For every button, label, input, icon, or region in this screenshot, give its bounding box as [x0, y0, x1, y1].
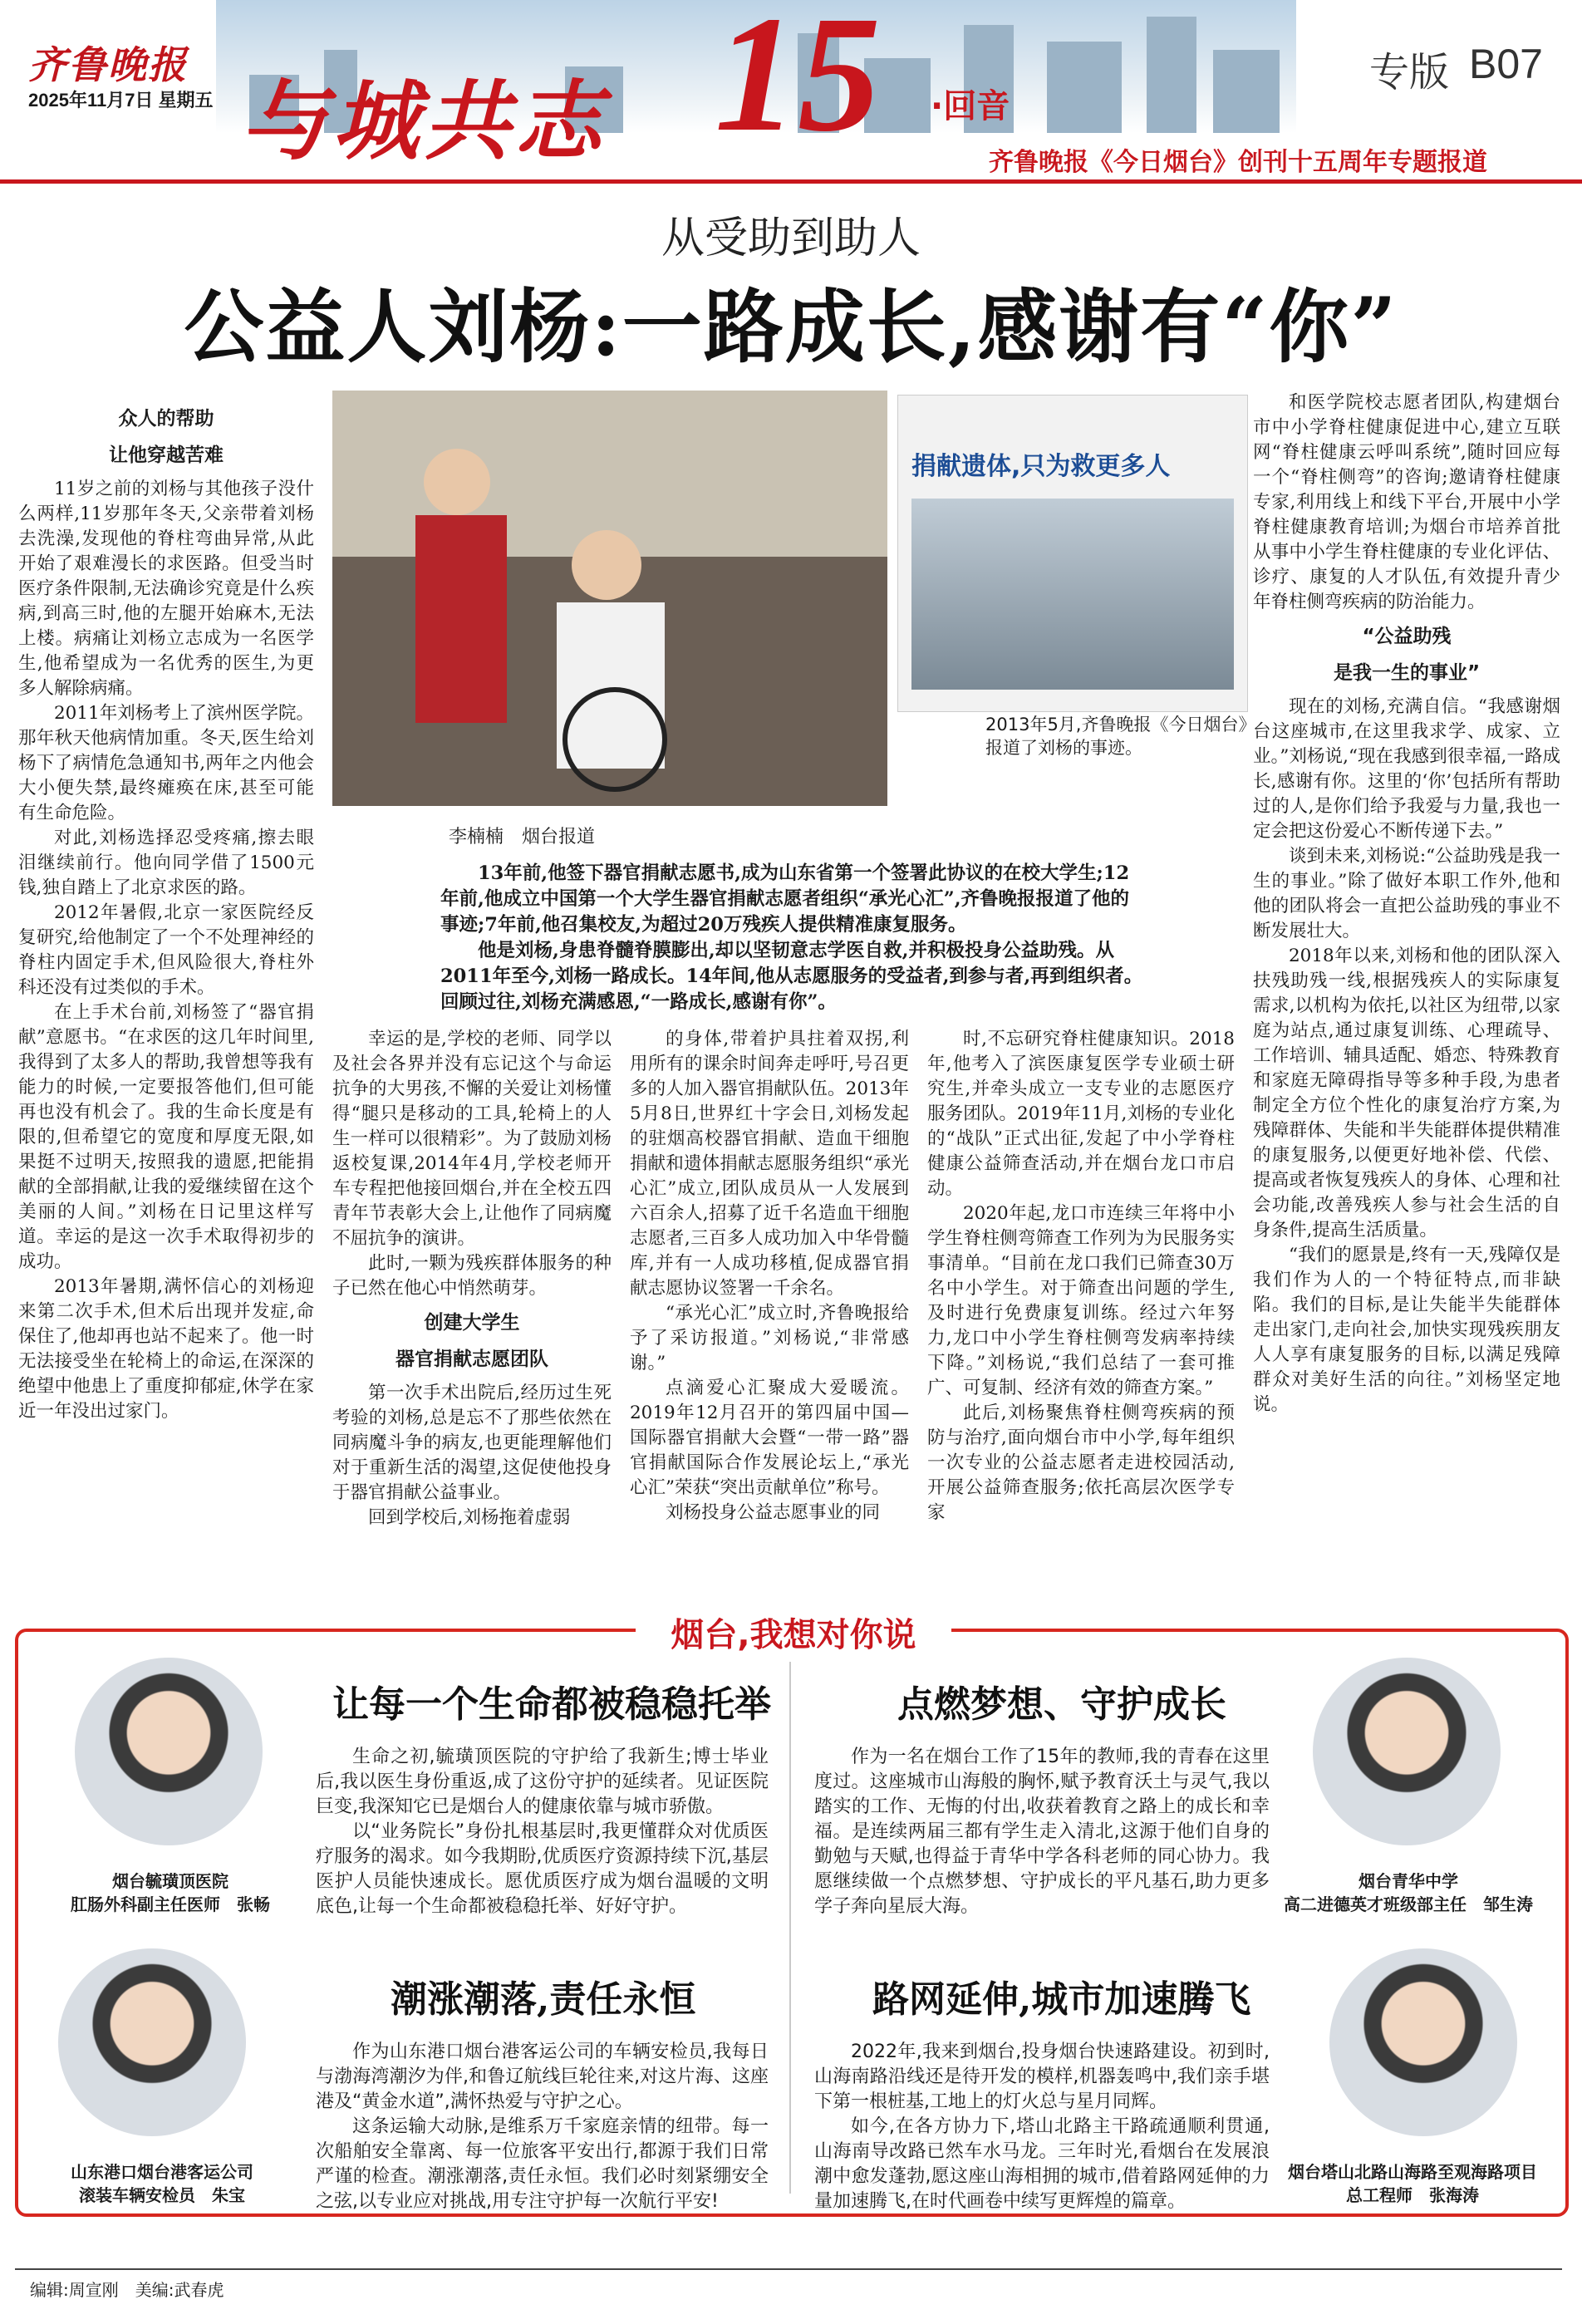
- voice-text: [814, 1745, 1270, 1919]
- paragraph: 和医学院校志愿者团队,构建烟台市中小学脊柱健康促进中心,建立互联网“脊柱健康云呼叫系统”,随时回应每一个“脊柱侧弯”的咨询;邀请脊柱健康专家,利用线上和线下平台,开展中小学脊柱健康教育培训;为烟台市培养首批从事中小学生脊柱健康的专业化评估、诊疗、康复的人才队伍,有效提升青少年脊柱侧弯疾病的防治能力。: [1253, 392, 1560, 612]
- avatar-caption: [1263, 1870, 1554, 1916]
- headline: 公益人刘杨:一路成长,感谢有“你”: [184, 280, 1398, 374]
- paragraph: 如今,在各方协力下,塔山北路主干路疏通顺利贯通,山海南导改路已然车水马龙。三年时光,看烟台在发展浪潮中愈发蓬勃,愿这座山海相拥的城市,借着路网延伸的力量加速腾飞,在时代画卷中续写更辉煌的篇章。: [814, 2116, 1270, 2212]
- article-column-3: [630, 1027, 909, 1526]
- paragraph: 现在的刘杨,充满自信。“我感谢烟台这座城市,在这里我求学、成家、立业。”刘杨说,“现在我感到很幸福,一路成长,感谢有你。这里的‘你’包括所有帮助过的人,是你们给予我爱与力量,我也一定会把这份爱心不断传递下去。”: [1253, 696, 1560, 842]
- kicker: 从受助到助人: [661, 214, 921, 263]
- paragraph: 的身体,带着护具拄着双拐,利用所有的课余时间奔走呼吁,号召更多的人加入器官捐献队伍。2013年5月8日,世界红十字会日,刘杨发起的驻烟高校器官捐献、造血干细胞捐献和遗体捐献志愿服务组织“承光心汇”成立,团队成员从一人发展到六百余人,招募了近千名造血干细胞志愿者,三百多人成功加入中华骨髓库,并有一人成功移植,促成器官捐献志愿协议签署一千余名。: [630, 1029, 909, 1299]
- voice-text: [814, 2040, 1270, 2214]
- caption-title: 滚装车辆安检员 朱宝: [79, 2185, 245, 2205]
- subhead: 让他穿越苦难: [109, 445, 224, 466]
- subhead: 创建大学生: [424, 1312, 520, 1334]
- subhead: 器官捐献志愿团队: [396, 1349, 548, 1370]
- avatar: [1313, 1658, 1501, 1845]
- footer-divider: [15, 2268, 1562, 2270]
- voice-heading: 路网延伸,城市加速腾飞: [872, 1978, 1251, 2021]
- masthead: [0, 0, 1582, 177]
- clipping-photo: [911, 499, 1234, 690]
- article-column-2: [332, 1027, 612, 1530]
- paragraph: 11岁之前的刘杨与其他孩子没什么两样,11岁那年冬天,父亲带着刘杨去洗澡,发现他的脊柱弯曲异常,从此开始了艰难漫长的求医路。但受当时医疗条件限制,无法确诊究竟是什么疾病,到高三时,他的左腿开始麻木,无法上楼。病痛让刘杨立志成为一名医学生,他希望成为一名优秀的医生,为更多人解除病痛。: [18, 479, 314, 699]
- paper-logo: 齐鲁晚报: [28, 42, 188, 87]
- avatar: [1329, 1948, 1517, 2136]
- paragraph: 对此,刘杨选择忍受疼痛,擦去眼泪继续前行。他向同学借了1500元钱,独自踏上了北京求医的路。: [18, 828, 314, 898]
- divider: [789, 1662, 791, 2194]
- paragraph: 2022年,我来到烟台,投身烟台快速路建设。初到时,山海南路沿线还是待开发的模样,机器轰鸣中,我们亲手堪下第一根桩基,工地上的灯火总与星月同辉。: [814, 2041, 1270, 2112]
- byline: 李楠楠 烟台报道: [449, 827, 596, 848]
- avatar-caption: [33, 1870, 307, 1916]
- subhead: 众人的帮助: [118, 408, 214, 430]
- paragraph: 这条运输大动脉,是维系万千家庭亲情的纽带。每一次船舶安全靠离、每一位旅客平安出行,都源于我们日常严谨的检查。潮涨潮落,责任永恒。我们必时刻紧绷安全之弦,以专业应对挑战,用专注守护每一次航行平安!: [316, 2116, 769, 2212]
- issue-date: 2025年11月7日 星期五: [28, 90, 214, 111]
- voice-text: [316, 1745, 769, 1919]
- paragraph: 此时,一颗为残疾群体服务的种子已然在他心中悄然萌芽。: [332, 1253, 612, 1299]
- avatar: [58, 1948, 246, 2136]
- photo-caption: 2013年5月,齐鲁晚报《今日烟台》报道了刘杨的事迹。: [985, 715, 1256, 758]
- caption-org: 山东港口烟台港客运公司: [71, 2162, 253, 2182]
- article-column-5: [1253, 391, 1560, 1417]
- voice-heading: 让每一个生命都被稳稳托举: [332, 1683, 771, 1726]
- paragraph: 谈到未来,刘杨说:“公益助残是我一生的事业。”除了做好本职工作外,他和他的团队将会一直把公益助残的事业不断发展壮大。: [1253, 846, 1560, 941]
- paragraph: 作为一名在烟台工作了15年的教师,我的青春在这里度过。这座城市山海般的胸怀,赋予教育沃土与灵气,我以踏实的工作、无悔的付出,收获着教育之路上的成长和幸福。是连续两届三都有学生走入清北,这源于他们自身的勤勉与天赋,也得益于青华中学各科老师的同心协力。我愿继续做一个点燃梦想、守护成长的平凡基石,助力更多学子奔向星辰大海。: [814, 1747, 1270, 1917]
- avatar-caption: [33, 2160, 291, 2207]
- paragraph: 生命之初,毓璜顶医院的守护给了我新生;博士毕业后,我以医生身份重返,成了这份守护的延续者。见证医院巨变,我深知它已是烟台人的健康依靠与城市骄傲。: [316, 1747, 769, 1817]
- subhead: 是我一生的事业”: [1333, 662, 1481, 684]
- voice-heading: 潮涨潮落,责任永恒: [391, 1978, 696, 2021]
- paragraph: 2018年以来,刘杨和他的团队深入扶残助残一线,根据残疾人的实际康复需求,以机构为依托,以社区为纽带,以家庭为站点,通过康复训练、心理疏导、工作培训、辅具适配、婚恋、特殊教育和家庭无障碍指导等多种手段,为患者制定全方位个性化的康复治疗方案,为残障群体、失能和半失能群体提供精准的康复服务,以便更好地补偿、代偿、提高或者恢复残疾人的身体、心理和社会功能,改善残疾人参与社会生活的自身条件,提高生活质量。: [1253, 946, 1560, 1241]
- subhead: “公益助残: [1362, 626, 1452, 647]
- caption-org: 烟台毓璜顶医院: [112, 1871, 228, 1891]
- anniversary-number: 15: [715, 0, 881, 166]
- caption-org: 烟台塔山北路山海路至观海路项目: [1288, 2162, 1537, 2182]
- caption-title: 总工程师 张海涛: [1346, 2185, 1479, 2205]
- caption-org: 烟台青华中学: [1358, 1871, 1458, 1891]
- paragraph: 幸运的是,学校的老师、同学以及社会各界并没有忘记这个与命运抗争的大男孩,不懈的关爱让刘杨懂得“腿只是移动的工具,轮椅上的人生一样可以很精彩”。为了鼓励刘杨返校复课,2014年4月,学校老师开车专程把他接回烟台,并在全校五四青年节表彰大会上,让他作了同病魔不屈抗争的演讲。: [332, 1029, 612, 1249]
- lead-paragraph: [440, 861, 1143, 1015]
- paragraph: 点滴爱心汇聚成大爱暖流。2019年12月召开的第四届中国—国际器官捐献大会暨“一带一路”器官捐献国际合作发展论坛上,“承光心汇”荣获“突出贡献单位”称号。: [630, 1378, 909, 1498]
- voice-heading: 点燃梦想、守护成长: [897, 1683, 1226, 1726]
- clipping-headline: 捐献遗体,只为救更多人: [911, 452, 1171, 481]
- voice-text: [316, 2040, 769, 2214]
- paragraph: 2012年暑假,北京一家医院经反复研究,给他制定了一个不处理神经的脊柱内固定手术,但风险很大,脊柱外科还没有过类似的手术。: [18, 902, 314, 998]
- paragraph: 2020年起,龙口市连续三年将中小学生脊柱侧弯筛查工作列为为民服务实事清单。“目前在龙口我们已筛查30万名中小学生。对于筛查出问题的学生,及时进行免费康复训练。经过六年努力,龙口中小学生脊柱侧弯发病率持续下降。”刘杨说,“我们总结了一套可推广、可复制、经济有效的筛查方案。”: [927, 1203, 1235, 1398]
- paragraph: 刘杨投身公益志愿事业的同: [666, 1502, 881, 1523]
- voices-title: 烟台,我想对你说: [636, 1609, 951, 1650]
- caption-title: 肛肠外科副主任医师 张畅: [71, 1894, 270, 1914]
- avatar-caption: [1271, 2160, 1554, 2207]
- page-number: B07: [1469, 41, 1543, 87]
- edition-label: 专版: [1369, 49, 1450, 96]
- paragraph: “承光心汇”成立时,齐鲁晚报给予了采访报道。”刘杨说,“非常感谢。”: [630, 1303, 909, 1373]
- paragraph: 时,不忘研究脊柱健康知识。2018年,他考入了滨医康复医学专业硕士研究生,并牵头成立一支专业的志愿医疗服务团队。2019年11月,刘杨的专业化的“战队”正式出征,发起了中小学脊柱健康公益筛查活动,并在烟台龙口市启动。: [927, 1029, 1235, 1199]
- avatar: [75, 1658, 263, 1845]
- column-name: ·回音: [931, 87, 1010, 125]
- caption-title: 高二进德英才班级部主任 邹生涛: [1284, 1894, 1533, 1914]
- paragraph: 2013年暑期,满怀信心的刘杨迎来第二次手术,但术后出现并发症,命保住了,他却再也站不起来了。他一时无法接受坐在轮椅上的命运,在深深的绝望中他患上了重度抑郁症,休学在家近一年没出过家门。: [18, 1276, 314, 1422]
- article-column-1: [18, 397, 314, 1424]
- slogan: 与城共志: [241, 70, 607, 172]
- article-column-4: [927, 1027, 1235, 1526]
- paragraph: 回到学校后,刘杨拖着虚弱: [368, 1507, 571, 1528]
- paragraph: 以“业务院长”身份扎根基层时,我更懂群众对优质医疗服务的渴求。如今我期盼,优质医疗资源持续下沉,基层医护人员能快速成长。愿优质医疗成为烟台温暖的文明底色,让每一个生命都被稳稳托举、好好守护。: [316, 1821, 769, 1917]
- paragraph: 13年前,他签下器官捐献志愿书,成为山东省第一个签署此协议的在校大学生;12年前,他成立中国第一个大学生器官捐献志愿者组织“承光心汇”,齐鲁晚报报道了他的事迹;7年前,他召集校友,为超过20万残疾人提供精准康复服务。: [440, 862, 1130, 936]
- newspaper-clipping-image: [897, 395, 1248, 712]
- paragraph: 此后,刘杨聚焦脊柱侧弯疾病的预防与治疗,面向烟台市中小学,每年组织一次专业的公益志愿者走进校园活动,开展公益筛查服务;依托高层次医学专家: [927, 1403, 1235, 1523]
- paragraph: “我们的愿景是,终有一天,残障仅是我们作为人的一个特征特点,而非缺陷。我们的目标,是让失能半失能群体走出家门,走向社会,加快实现残疾朋友人人享有康复服务的目标,以满足残障群众对美好生活的向往。”刘杨坚定地说。: [1253, 1245, 1560, 1415]
- series-title: 齐鲁晚报《今日烟台》创刊十五周年专题报道: [989, 148, 1487, 177]
- header-divider: [0, 179, 1582, 184]
- paragraph: 在上手术台前,刘杨签了“器官捐献”意愿书。“在求医的这几年时间里,我得到了太多人的帮助,我曾想等我有能力的时候,一定要报答他们,但可能再也没有机会了。我的生命长度是有限的,但希望它的宽度和厚度无限,如果挺不过明天,按照我的遗愿,把能捐献的全部捐献,让我的爱继续留在这个美丽的人间。”刘杨在日记里这样写道。幸运的是这一次手术取得初步的成功。: [18, 1002, 314, 1272]
- photo-liu-yang: [332, 391, 887, 806]
- paragraph: 第一次手术出院后,经历过生死考验的刘杨,总是忘不了那些依然在同病魔斗争的病友,也更能理解他们对于重新生活的渴望,这促使他投身于器官捐献公益事业。: [332, 1383, 612, 1503]
- paragraph: 他是刘杨,身患脊髓脊膜膨出,却以坚韧意志学医自救,并积极投身公益助残。从2011年至今,刘杨一路成长。14年间,他从志愿服务的受益者,到参与者,再到组织者。回顾过往,刘杨充满感恩,“一路成长,感谢有你”。: [440, 940, 1143, 1013]
- paragraph: 作为山东港口烟台港客运公司的车辆安检员,我每日与渤海湾潮汐为伴,和鲁辽航线巨轮往来,对这片海、这座港及“黄金水道”,满怀热爱与守护之心。: [316, 2041, 769, 2112]
- editor-credit: 编辑:周宣刚 美编:武春虎: [30, 2280, 224, 2300]
- paragraph: 2011年刘杨考上了滨州医学院。那年秋天他病情加重。冬天,医生给刘杨下了病情危急通知书,两年之内他会大小便失禁,最终瘫痪在床,甚至可能有生命危险。: [18, 703, 314, 823]
- photo-illustration: [332, 391, 887, 806]
